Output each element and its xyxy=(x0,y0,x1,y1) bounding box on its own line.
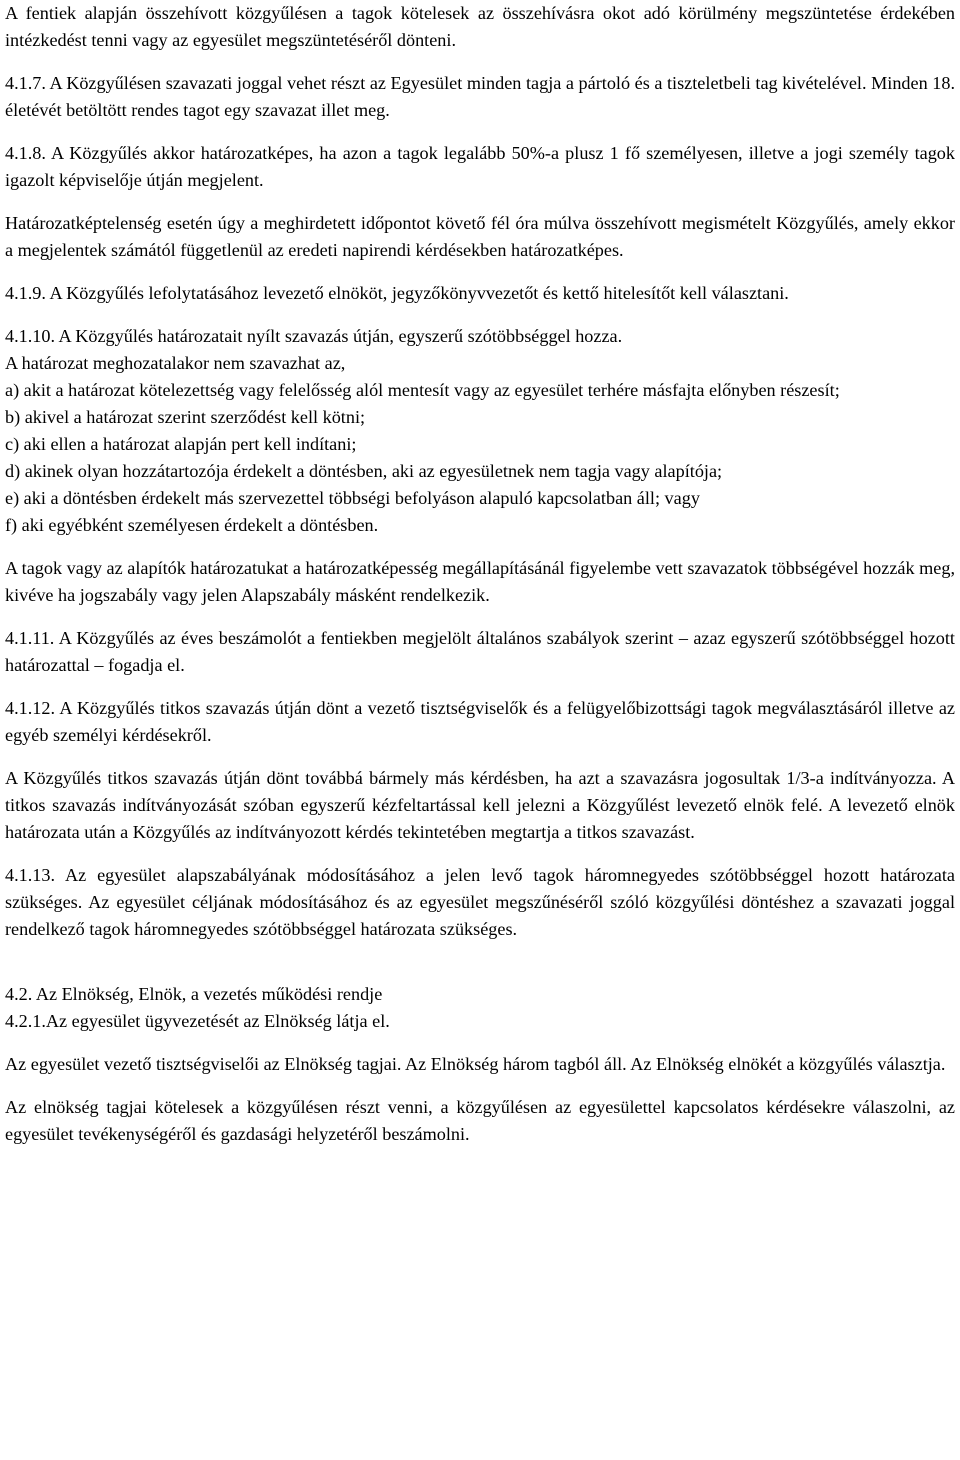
paragraph-4-1-13: 4.1.13. Az egyesület alapszabályának módosításához a jelen levő tagok háromnegyedes szótöbbséggel hozott határozata szükséges. Az egyesület céljának módosításához és az egyesület megszűnéséről szóló közgyűlési döntéshez a szavazati joggal rendelkező tagok háromnegyedes szótöbbséggel határozata szükséges. xyxy=(5,865,955,939)
paragraph-hatarozatkeptelenseg: Határozatképtelenség esetén úgy a meghirdetett időpontot követő fél óra múlva összehívott megismételt Közgyűlés, amely ekkor a megjelentek számától függetlenül az eredeti napirendi kérdésekben határozatképes. xyxy=(5,213,955,260)
paragraph-4-2-1: 4.2.1.Az egyesület ügyvezetését az Elnökség látja el. xyxy=(5,1011,390,1031)
paragraph-alapitok: A tagok vagy az alapítók határozatukat a határozatképesség megállapításánál figyelembe vett szavazatok többségével hozzák meg, kivéve ha jogszabály vagy jelen Alapszabály másként rendelkezik. xyxy=(5,558,955,605)
paragraph-4-1-8: 4.1.8. A Közgyűlés akkor határozatképes, ha azon a tagok legalább 50%-a plusz 1 fő személyesen, illetve a jogi személy tagok igazolt képviselője útján megjelent. xyxy=(5,143,955,190)
paragraph-elnokseg: Az egyesület vezető tisztségviselői az Elnökség tagjai. Az Elnökség három tagból áll. Az Elnökség elnökét a közgyűlés választja. xyxy=(5,1054,946,1074)
list-item-e: e) aki a döntésben érdekelt más szervezettel többségi befolyáson alapuló kapcsolatban áll; vagy xyxy=(5,488,700,508)
list-item-f: f) aki egyébként személyesen érdekelt a döntésben. xyxy=(5,515,379,535)
list-item-a: a) akit a határozat kötelezettség vagy felelősség alól mentesít vagy az egyesület terhére másfajta előnyben részesít; xyxy=(5,380,840,400)
paragraph-meghozatal: A határozat meghozatalakor nem szavazhat az, xyxy=(5,353,346,373)
list-item-d: d) akinek olyan hozzátartozója érdekelt a döntésben, aki az egyesületnek nem tagja vagy alapítója; xyxy=(5,461,723,481)
paragraph-4-1-9: 4.1.9. A Közgyűlés lefolytatásához levezető elnököt, jegyzőkönyvvezetőt és kettő hitelesítőt kell választani. xyxy=(5,283,789,303)
section-heading-4-2: 4.2. Az Elnökség, Elnök, a vezetés működési rendje xyxy=(5,984,383,1004)
paragraph-4-1-7: 4.1.7. A Közgyűlésen szavazati joggal vehet részt az Egyesület minden tagja a pártoló és a tiszteletbeli tag kivételével. Minden 18. életévét betöltött rendes tagot egy szavazat illet meg. xyxy=(5,73,955,120)
paragraph-4-1-12: 4.1.12. A Közgyűlés titkos szavazás útján dönt a vezető tisztségviselők és a felügyelőbizottsági tagok megválasztásáról illetve az egyéb személyi kérdésekről. xyxy=(5,698,955,745)
paragraph-4-1-10: 4.1.10. A Közgyűlés határozatait nyílt szavazás útján, egyszerű szótöbbséggel hozza. xyxy=(5,326,623,346)
list-item-b: b) akivel a határozat szerint szerződést kell kötni; xyxy=(5,407,366,427)
list-item-c: c) aki ellen a határozat alapján pert kell indítani; xyxy=(5,434,357,454)
paragraph-elnokseg-tagjai: Az elnökség tagjai kötelesek a közgyűlésen részt venni, a közgyűlésen az egyesülettel kapcsolatos kérdésekre válaszolni, az egyesület tevékenységéről és gazdasági helyzetéről beszámolni. xyxy=(5,1097,955,1144)
paragraph-titkos-szavazas: A Közgyűlés titkos szavazás útján dönt továbbá bármely más kérdésben, ha azt a szavazásra jogosultak 1/3-a indítványozza. A titkos szavazás indítványozását szóban egyszerű kézfeltartással kell jelezni a Közgyűlést levezető elnök felé. A levezető elnök határozata után a Közgyűlés az indítványozott kérdés tekintetében megtartja a titkos szavazást. xyxy=(5,768,955,842)
document-page xyxy=(5,0,955,1148)
paragraph-intro: A fentiek alapján összehívott közgyűlésen a tagok kötelesek az összehívásra okot adó körülmény megszüntetése érdekében intézkedést tenni vagy az egyesület megszüntetéséről dönteni. xyxy=(5,3,955,50)
paragraph-4-1-11: 4.1.11. A Közgyűlés az éves beszámolót a fentiekben megjelölt általános szabályok szerint – azaz egyszerű szótöbbséggel hozott határozattal – fogadja el. xyxy=(5,628,955,675)
